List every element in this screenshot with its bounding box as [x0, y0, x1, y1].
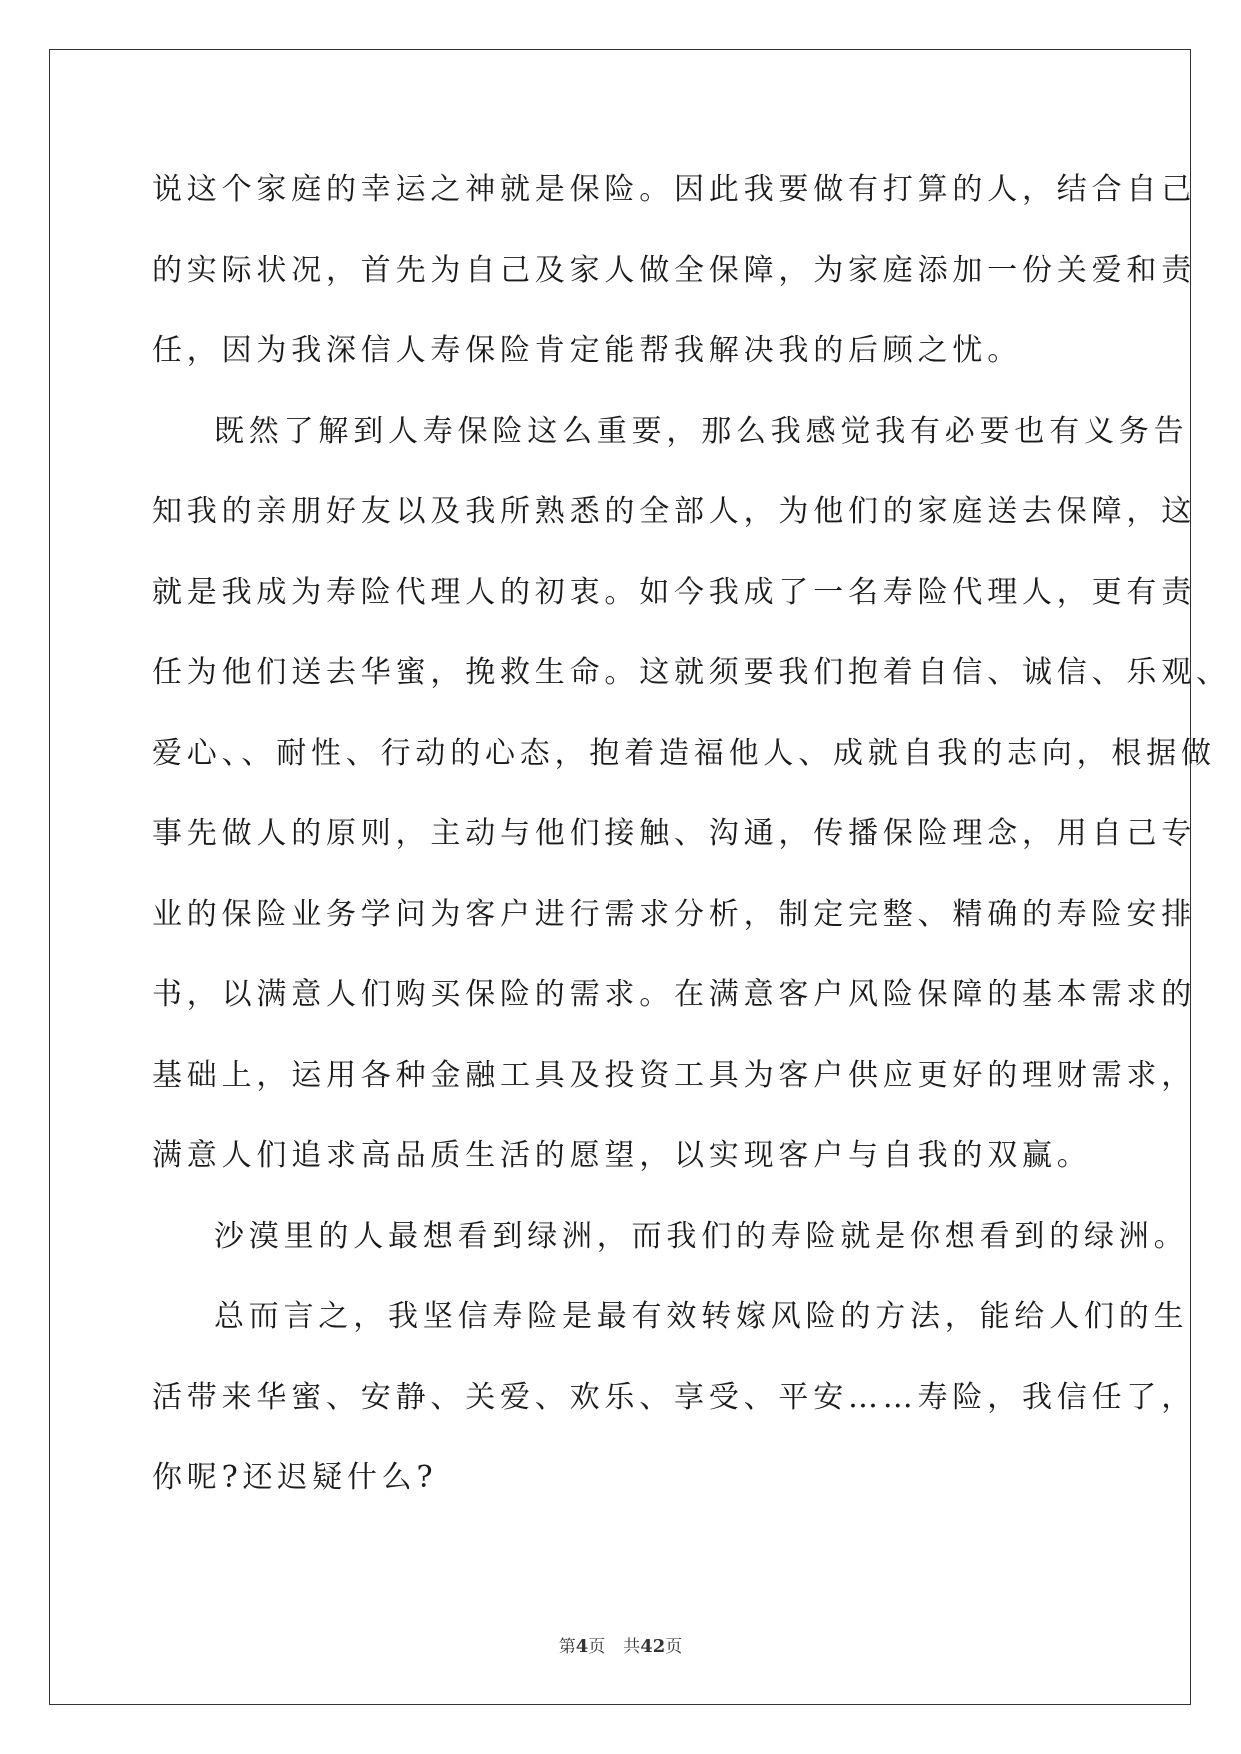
text-line-8: 爱心、、耐性、行动的心态，抱着造福他人、成就自我的志向，根据做: [152, 735, 1216, 771]
text-line-5: 知我的亲朋好友以及我所熟悉的全部人，为他们的家庭送去保障，这: [152, 494, 1196, 529]
total-suffix: 页: [665, 1637, 683, 1657]
text-line-7: 任为他们送去华蜜，挽救生命。这就须要我们抱着自信、诚信、乐观、: [152, 655, 1231, 690]
text-line-3: 任，因为我深信人寿保险肯定能帮我解决我的后顾之忧。: [152, 333, 1022, 368]
total-pages: 42: [640, 1636, 666, 1657]
text-line-13: 满意人们追求高品质生活的愿望，以实现客户与自我的双赢。: [152, 1138, 1092, 1173]
text-line-9: 事先做人的原则，主动与他们接触、沟通，传播保险理念，用自己专: [152, 816, 1196, 851]
text-line-11: 书，以满意人们购买保险的需求。在满意客户风险保障的基本需求的: [152, 977, 1196, 1012]
text-line-14: 沙漠里的人最想看到绿洲，而我们的寿险就是你想看到的绿洲。: [214, 1218, 1189, 1254]
total-prefix: 共: [623, 1637, 641, 1657]
text-line-17: 你呢?还迟疑什么?: [152, 1460, 438, 1495]
document-body: [152, 162, 1231, 1531]
text-line-16: 活带来华蜜、安静、关爱、欢乐、享受、平安……寿险，我信任了，: [152, 1379, 1196, 1415]
page-number: 4: [575, 1636, 589, 1657]
page-prefix: 第: [558, 1637, 576, 1657]
text-line-10: 业的保险业务学问为客户进行需求分析，制定完整、精确的寿险安排: [152, 896, 1196, 932]
text-line-15: 总而言之，我坚信寿险是最有效转嫁风险的方法，能给人们的生: [214, 1299, 1189, 1334]
text-line-12: 基础上，运用各种金融工具及投资工具为客户供应更好的理财需求，: [152, 1057, 1196, 1093]
text-line-1: 说这个家庭的幸运之神就是保险。因此我要做有打算的人，结合自己: [152, 172, 1196, 207]
page-suffix: 页: [588, 1637, 606, 1657]
page-footer: [0, 1632, 1241, 1657]
text-line-6: 就是我成为寿险代理人的初衷。如今我成了一名寿险代理人，更有责: [152, 574, 1196, 610]
text-line-2: 的实际状况，首先为自己及家人做全保障，为家庭添加一份关爱和责: [152, 252, 1196, 288]
text-line-4: 既然了解到人寿保险这么重要，那么我感觉我有必要也有义务告: [214, 413, 1189, 449]
